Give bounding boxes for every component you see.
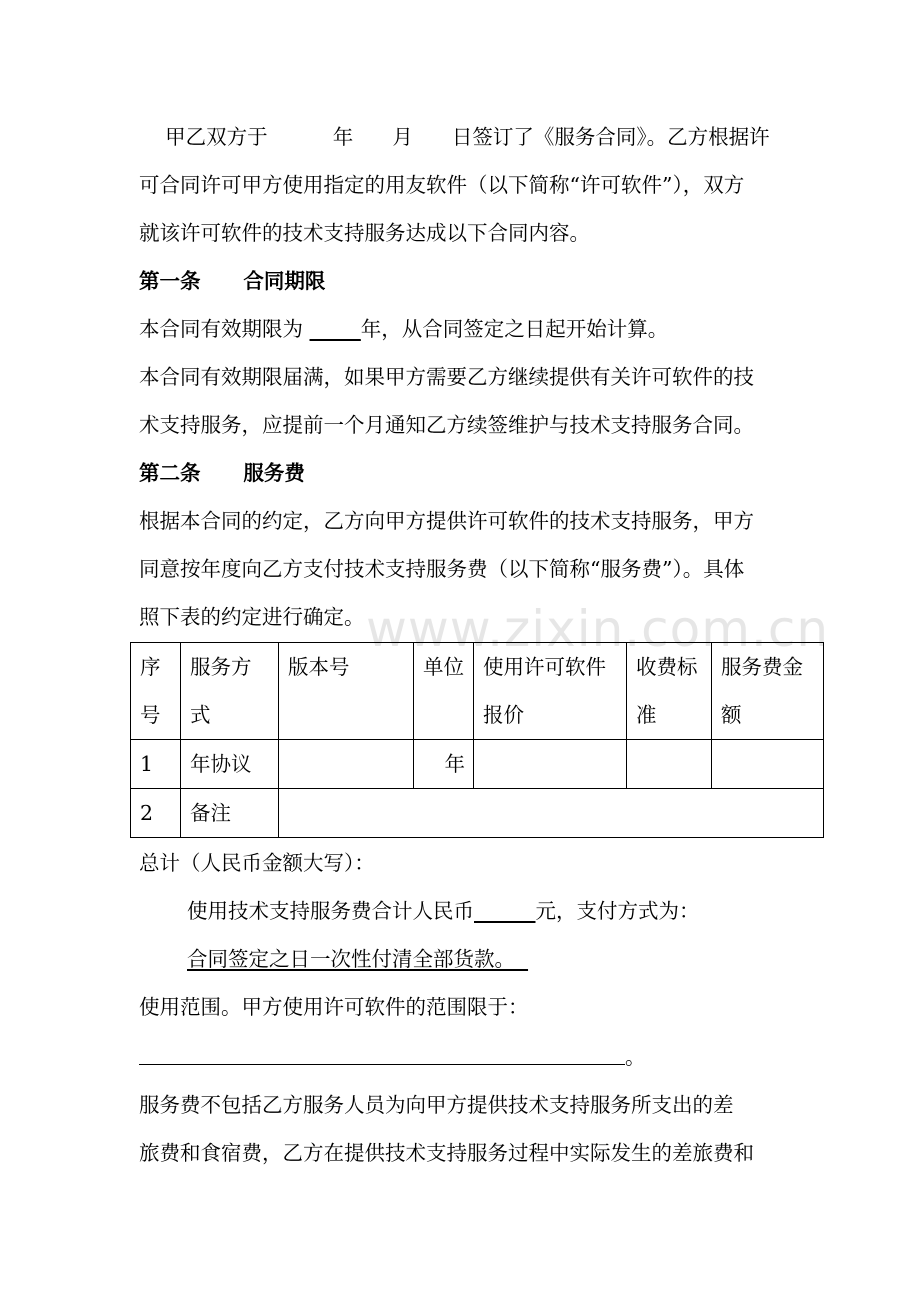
cell-no: 1 bbox=[131, 740, 181, 789]
header-fee-standard: 收费标准 bbox=[627, 643, 712, 740]
header-license-quote: 使用许可软件报价 bbox=[474, 643, 627, 740]
amount-blank: ______ bbox=[474, 899, 536, 923]
cell-remark bbox=[279, 789, 824, 838]
intro-line-1: 甲乙双方于 年 月 日签订了《服务合同》。乙方根据许 bbox=[139, 125, 770, 149]
closing-line-1: 服务费不包括乙方服务人员为向甲方提供技术支持服务所支出的差 bbox=[139, 1093, 734, 1117]
article-1-heading: 第一条 合同期限 bbox=[139, 269, 326, 293]
total-amount-line: 使用技术支持服务费合计人民币______元，支付方式为： bbox=[187, 899, 700, 923]
cell-remark-label: 备注 bbox=[181, 789, 279, 838]
article-2-line-2: 同意按年度向乙方支付技术支持服务费（以下简称“服务费”）。具体 bbox=[139, 557, 745, 581]
article-2-line-3: 照下表的约定进行确定。 bbox=[139, 605, 365, 629]
article-1-line-2: 本合同有效期限届满，如果甲方需要乙方继续提供有关许可软件的技 bbox=[139, 365, 754, 389]
header-unit: 单位 bbox=[414, 643, 474, 740]
table-header-row bbox=[131, 643, 824, 740]
scope-period: 。 bbox=[625, 1045, 646, 1069]
table-row bbox=[131, 789, 824, 838]
cell-version bbox=[279, 740, 414, 789]
cell-mode: 年协议 bbox=[181, 740, 279, 789]
header-version: 版本号 bbox=[279, 643, 414, 740]
watermark: www.zixin.com.cn bbox=[366, 600, 830, 658]
cell-unit: 年 bbox=[414, 740, 474, 789]
intro-line-3: 就该许可软件的技术支持服务达成以下合同内容。 bbox=[139, 221, 590, 245]
scope-line: 使用范围。甲方使用许可软件的范围限于： bbox=[139, 995, 529, 1019]
table-row bbox=[131, 740, 824, 789]
article-1-line-1: 本合同有效期限为 _____年，从合同签定之日起开始计算。 bbox=[139, 317, 669, 341]
cell-fee-standard bbox=[627, 740, 712, 789]
intro-line-2: 可合同许可甲方使用指定的用友软件（以下简称“许可软件”），双方 bbox=[139, 173, 745, 197]
cell-license-quote bbox=[474, 740, 627, 789]
service-fee-table bbox=[130, 642, 824, 838]
closing-line-2: 旅费和食宿费，乙方在提供技术支持服务过程中实际发生的差旅费和 bbox=[139, 1141, 754, 1165]
article-2-heading: 第二条 服务费 bbox=[139, 461, 305, 485]
article-2-line-1: 根据本合同的约定，乙方向甲方提供许可软件的技术支持服务，甲方 bbox=[139, 509, 754, 533]
header-no: 序号 bbox=[131, 643, 181, 740]
scope-blank-line bbox=[139, 1064, 625, 1065]
header-mode: 服务方式 bbox=[181, 643, 279, 740]
header-fee-amount: 服务费金额 bbox=[712, 643, 824, 740]
cell-no: 2 bbox=[131, 789, 181, 838]
total-label: 总计（人民币金额大写）： bbox=[139, 851, 375, 875]
payment-method: 合同签定之日一次性付清全部货款。 bbox=[187, 947, 529, 971]
article-1-line-3: 术支持服务，应提前一个月通知乙方续签维护与技术支持服务合同。 bbox=[139, 413, 754, 437]
cell-fee-amount bbox=[712, 740, 824, 789]
term-years-blank: _____ bbox=[309, 317, 361, 341]
